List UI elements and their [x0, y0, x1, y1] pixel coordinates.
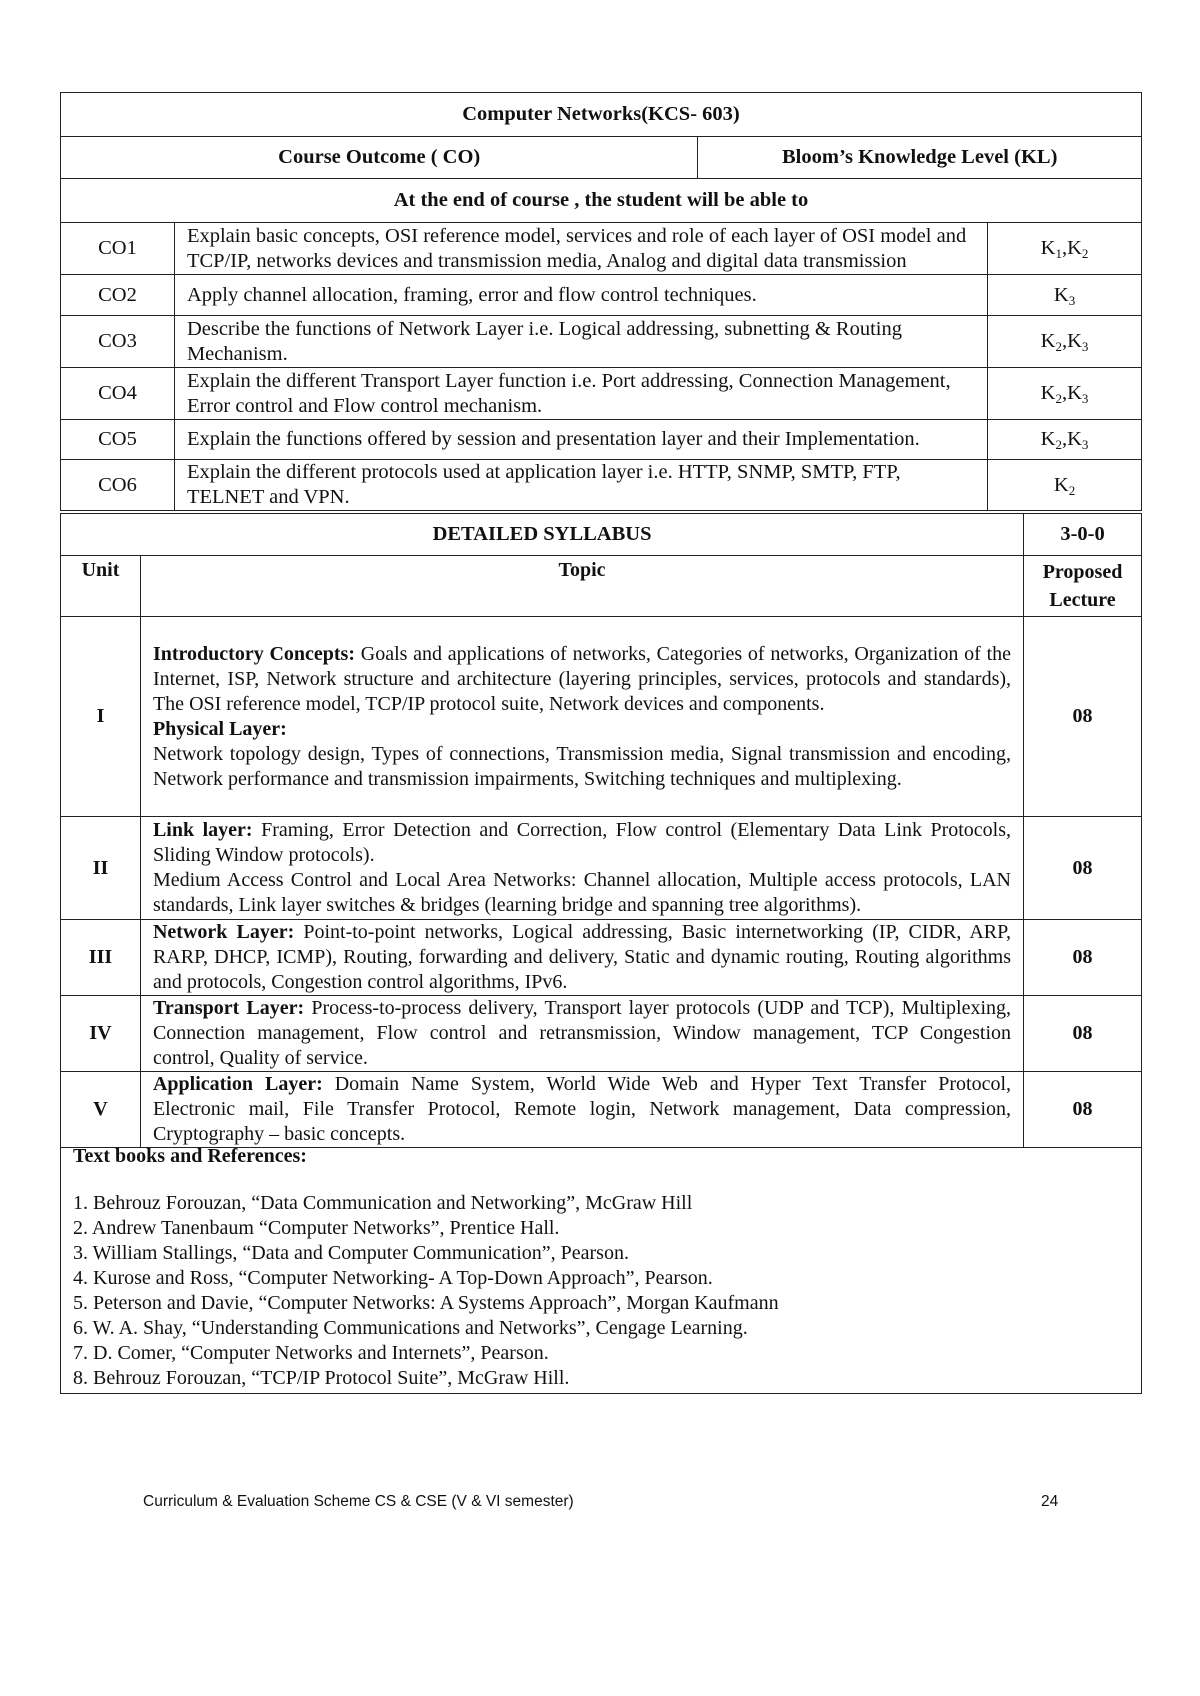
lecture-header: Proposed Lecture — [1024, 556, 1142, 617]
course-title: Computer Networks(KCS- 603) — [61, 93, 1142, 137]
reference-item: 1. Behrouz Forouzan, “Data Communication and Networking”, McGraw Hill — [73, 1192, 693, 1214]
topic-text: Framing, Error Detection and Correction, Flow control (Elementary Data Link Protocols, Sliding Window protocols). — [152, 819, 1012, 866]
topic-text: Network topology design, Types of connections, Transmission media, Signal transmission and encoding, Network performance and transmission impairments, Switching techniques and multiplexing. — [152, 742, 1012, 790]
outcome-intro: At the end of course , the student will be able to — [61, 179, 1142, 223]
co-code: CO6 — [61, 460, 175, 511]
co-code: CO3 — [61, 316, 175, 368]
table-row — [61, 920, 1142, 996]
topic-text: Point-to-point networks, Logical addressing, Basic internetworking (IP, CIDR, ARP, RARP, DHCP, ICMP), Routing, forwarding and delivery, Static and dynamic routing, Routing algorithms and protocols, Congestion control algorithms, IPv6. — [152, 921, 1012, 993]
co-code: CO4 — [61, 368, 175, 420]
table-row — [61, 460, 1142, 511]
co-level: $K_1,K_2$ — [988, 223, 1142, 275]
lecture-count: 08 — [1024, 920, 1142, 996]
table-row — [61, 275, 1142, 316]
co-text: Describe the functions of Network Layer i.e. Logical addressing, subnetting & Routing Mechanism. — [174, 316, 987, 368]
reference-item: 5. Peterson and Davie, “Computer Networks: A Systems Approach”, Morgan Kaufmann — [73, 1292, 779, 1314]
topic-text: Medium Access Control and Local Area Networks: Channel allocation, Multiple access protocols, LAN standards, Link layer switches & bridges (learning bridge and spanning tree algorithms). — [152, 869, 1012, 916]
topic-heading: Application Layer: — [152, 1073, 323, 1095]
table-row — [61, 617, 1142, 817]
topic-text: Process-to-process delivery, Transport layer protocols (UDP and TCP), Multiplexing, Connection management, Flow control and retransmission, Window management, TCP Congestion control, Quality of service. — [152, 997, 1012, 1069]
unit-topic — [140, 617, 1023, 817]
topic-heading: Introductory Concepts: — [152, 642, 356, 665]
lecture-count: 08 — [1024, 996, 1142, 1072]
topic-heading: Physical Layer: — [152, 717, 287, 740]
unit-topic — [140, 996, 1023, 1072]
unit-header: Unit — [61, 556, 141, 617]
co-code: CO1 — [61, 223, 175, 275]
ltp-value: 3-0-0 — [1024, 514, 1142, 556]
unit-number: I — [61, 617, 141, 817]
co-level: $K_2,K_3$ — [988, 316, 1142, 368]
unit-topic — [140, 920, 1023, 996]
syllabus-title: DETAILED SYLLABUS — [61, 514, 1024, 556]
course-outcome-table — [60, 92, 1142, 511]
co-level: $K_2$ — [988, 460, 1142, 511]
topic-text: Domain Name System, World Wide Web and Hyper Text Transfer Protocol, Electronic mail, File Transfer Protocol, Remote login, Network management, Data compression, Cryptography – basic concepts. — [152, 1073, 1012, 1145]
co-level: $K_2,K_3$ — [988, 368, 1142, 420]
co-text: Explain the different protocols used at application layer i.e. HTTP, SNMP, SMTP, FTP, TELNET and VPN. — [174, 460, 987, 511]
reference-item: 6. W. A. Shay, “Understanding Communications and Networks”, Cengage Learning. — [73, 1317, 748, 1339]
syllabus-table — [60, 555, 1142, 1148]
co-level: $K_2,K_3$ — [988, 420, 1142, 460]
reference-item: 7. D. Comer, “Computer Networks and Internets”, Pearson. — [73, 1342, 549, 1364]
topic-heading: Link layer: — [152, 819, 253, 841]
reference-item: 2. Andrew Tanenbaum “Computer Networks”, Prentice Hall. — [73, 1217, 560, 1239]
table-row — [61, 316, 1142, 368]
table-row — [61, 368, 1142, 420]
page-number: 24 — [1041, 1493, 1059, 1510]
co-code: CO5 — [61, 420, 175, 460]
outcome-header: Course Outcome ( CO) — [61, 137, 698, 179]
topic-header: Topic — [140, 556, 1023, 617]
co-text: Explain basic concepts, OSI reference model, services and role of each layer of OSI model and TCP/IP, networks devices and transmission media, Analog and digital data transmission — [174, 223, 987, 275]
unit-number: III — [61, 920, 141, 996]
co-text: Explain the different Transport Layer function i.e. Port addressing, Connection Management, Error control and Flow control mechanism. — [174, 368, 987, 420]
references-section — [60, 1138, 1142, 1394]
unit-topic — [140, 817, 1023, 920]
level-header: Bloom’s Knowledge Level (KL) — [698, 137, 1142, 179]
reference-item: 3. William Stallings, “Data and Computer Communication”, Pearson. — [73, 1242, 629, 1264]
co-text: Apply channel allocation, framing, error and flow control techniques. — [174, 275, 987, 316]
unit-topic — [140, 1072, 1023, 1148]
co-code: CO2 — [61, 275, 175, 316]
topic-heading: Network Layer: — [152, 921, 295, 943]
topic-heading: Transport Layer: — [152, 997, 305, 1019]
footer-text: Curriculum & Evaluation Scheme CS & CSE (V & VI semester) — [143, 1493, 574, 1510]
lecture-count: 08 — [1024, 1072, 1142, 1148]
unit-number: V — [61, 1072, 141, 1148]
syllabus-title-row — [60, 513, 1142, 556]
table-row — [61, 817, 1142, 920]
unit-number: IV — [61, 996, 141, 1072]
table-row — [61, 996, 1142, 1072]
co-text: Explain the functions offered by session and presentation layer and their Implementation. — [174, 420, 987, 460]
reference-item: 8. Behrouz Forouzan, “TCP/IP Protocol Suite”, McGraw Hill. — [73, 1367, 570, 1389]
topic-text: Goals and applications of networks, Categories of networks, Organization of the Internet, ISP, Network structure and architecture (layering principles, services, protocols and standards), The OSI reference model, TCP/IP protocol suite, Network devices and components. — [152, 642, 1012, 715]
lecture-count: 08 — [1024, 617, 1142, 817]
reference-item: 4. Kurose and Ross, “Computer Networking- A Top-Down Approach”, Pearson. — [73, 1267, 713, 1289]
lecture-count: 08 — [1024, 817, 1142, 920]
references-title: Text books and References: — [73, 1145, 307, 1167]
table-row — [61, 420, 1142, 460]
table-row — [61, 1072, 1142, 1148]
table-row — [61, 223, 1142, 275]
unit-number: II — [61, 817, 141, 920]
co-level: $K_3$ — [988, 275, 1142, 316]
